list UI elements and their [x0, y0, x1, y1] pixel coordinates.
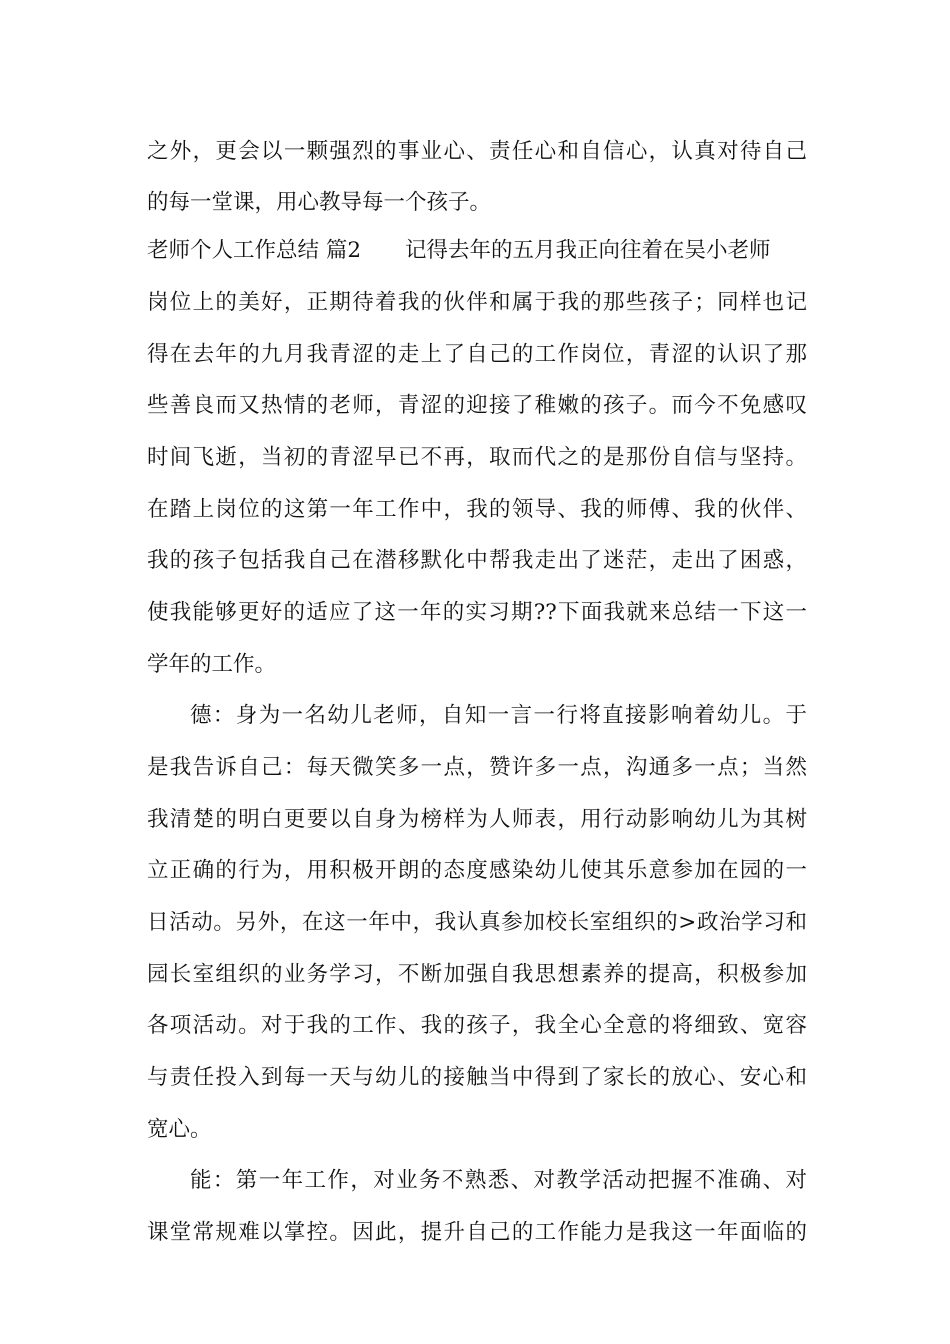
section-heading-line [147, 234, 807, 268]
text-line: 立正确的行为，用积极开朗的态度感染幼儿使其乐意参加在园的一 [147, 858, 807, 883]
text-line: 各项活动。对于我的工作、我的孩子，我全心全意的将细致、宽容 [147, 1013, 807, 1038]
text-line: 之外，更会以一颗强烈的事业心、责任心和自信心，认真对待自己 [147, 139, 807, 164]
text-line: 时间飞逝，当初的青涩早已不再，取而代之的是那份自信与坚持。 [147, 445, 807, 470]
text-line: 日活动。另外，在这一年中，我认真参加校长室组织的>政治学习和 [147, 910, 807, 935]
text-line: 使我能够更好的适应了这一年的实习期??下面我就来总结一下这一 [147, 600, 807, 625]
paragraph-start-line: 能：第一年工作，对业务不熟悉、对教学活动把握不准确、对 [190, 1168, 807, 1193]
text-line: 是我告诉自己：每天微笑多一点，赞许多一点，沟通多一点；当然 [147, 755, 807, 780]
text-line: 学年的工作。 [147, 652, 277, 677]
paragraph-start-line: 德：身为一名幼儿老师，自知一言一行将直接影响着幼儿。于 [190, 703, 807, 728]
text-line: 得在去年的九月我青涩的走上了自己的工作岗位，青涩的认识了那 [147, 342, 807, 367]
text-line: 与责任投入到每一天与幼儿的接触当中得到了家长的放心、安心和 [147, 1065, 807, 1090]
text-line: 些善良而又热情的老师，青涩的迎接了稚嫩的孩子。而今不免感叹 [147, 393, 807, 418]
text-line: 我清楚的明白更要以自身为榜样为人师表，用行动影响幼儿为其树 [147, 807, 807, 832]
text-line: 宽心。 [147, 1117, 212, 1142]
text-line: 园长室组织的业务学习，不断加强自我思想素养的提高，积极参加 [147, 962, 807, 987]
text-line: 在踏上岗位的这第一年工作中，我的领导、我的师傅、我的伙伴、 [147, 497, 807, 522]
text-line: 的每一堂课，用心教导每一个孩子。 [147, 190, 492, 215]
section-heading: 老师个人工作总结 篇2 [147, 238, 362, 263]
text-line: 我的孩子包括我自己在潜移默化中帮我走出了迷茫，走出了困惑， [147, 548, 807, 573]
section-heading-continuation: 记得去年的五月我正向往着在吴小老师 [405, 238, 771, 263]
text-line: 课堂常规难以掌控。因此，提升自己的工作能力是我这一年面临的 [147, 1220, 807, 1245]
text-line: 岗位上的美好，正期待着我的伙伴和属于我的那些孩子；同样也记 [147, 290, 807, 315]
